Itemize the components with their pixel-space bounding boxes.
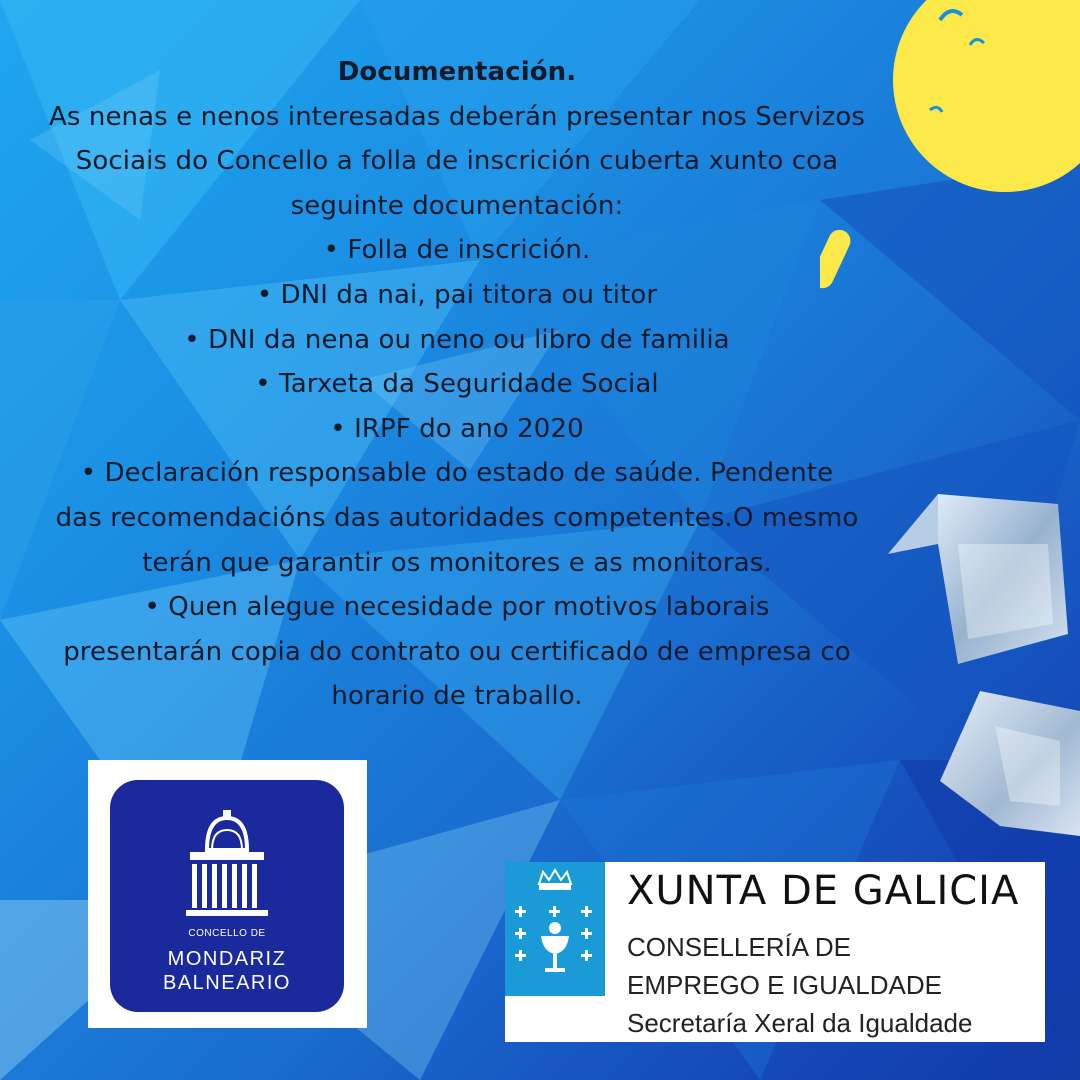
mondariz-small-text: CONCELLO DE (188, 928, 266, 939)
mondariz-line2: BALNEARIO (163, 972, 291, 994)
text-line: seguinte documentación: (290, 190, 624, 221)
xunta-title: XUNTA DE GALICIA (627, 868, 1020, 914)
section-title: Documentación. (337, 57, 577, 87)
list-item: • DNI da nai, pai titora ou titor (256, 279, 658, 310)
galicia-shield-icon (505, 862, 605, 996)
text-line: presentarán copia do contrato ou certificado de empresa co (63, 636, 851, 667)
xunta-logo (505, 862, 1045, 1042)
list-item: • Quen alegue necesidade por motivos laborais (144, 592, 770, 623)
ice-cube-icon (888, 484, 1080, 674)
text-line: horario de traballo. (331, 681, 583, 712)
text-line: terán que garantir os monitores e as monitoras. (142, 547, 772, 578)
text-line: Sociais do Concello a folla de inscrición cuberta xunto coa (75, 146, 839, 177)
ice-cube-icon (940, 686, 1080, 836)
xunta-emblem (505, 862, 605, 996)
documentation-text (14, 50, 900, 719)
building-icon (182, 808, 272, 920)
xunta-line1: CONSELLERÍA DE (627, 932, 851, 962)
list-item: • Tarxeta da Seguridade Social (255, 369, 659, 400)
list-item: • Declaración responsable do estado de saúde. Pendente (80, 458, 834, 489)
mondariz-line1: MONDARIZ (167, 948, 287, 970)
list-item: • Folla de inscrición. (323, 235, 591, 266)
xunta-line3: Secretaría Xeral da Igualdade (627, 1008, 973, 1038)
mondariz-logo-tile (110, 780, 344, 1012)
text-line: das recomendacións das autoridades competentes.O mesmo (55, 502, 859, 533)
mondariz-logo (88, 760, 367, 1028)
list-item: • IRPF do ano 2020 (330, 413, 584, 444)
xunta-line2: EMPREGO E IGUALDADE (627, 970, 942, 1000)
text-line: As nenas e nenos interesadas deberán presentar nos Servizos (48, 101, 866, 132)
list-item: • DNI da nena ou neno ou libro de familia (184, 324, 730, 355)
